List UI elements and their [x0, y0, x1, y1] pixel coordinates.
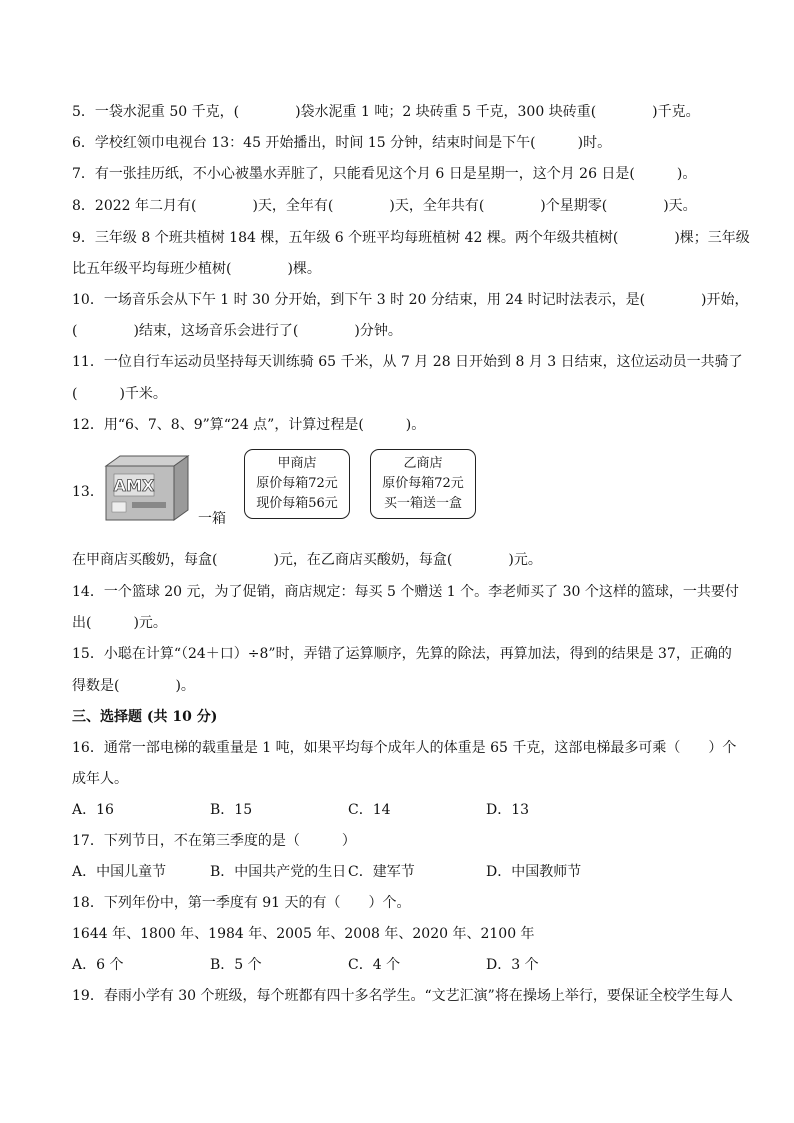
- shop-b-line2: 买一箱送一盒: [383, 496, 462, 511]
- question-10-line1: 10．一场音乐会从下午 1 时 30 分开始，到下午 3 时 20 分结束，用 24 时记时法表示，是( )开始，: [72, 292, 749, 308]
- shop-a-box: [244, 449, 350, 519]
- question-14-line2: 出( )元。: [72, 615, 167, 631]
- q17-option-b: B．中国共产党的生日: [210, 864, 347, 880]
- shop-a-line1: 原价每箱72元: [256, 476, 338, 491]
- question-7: 7．有一张挂历纸，不小心被墨水弄脏了，只能看见这个月 6 日是星期一，这个月 26 日是( )。: [72, 166, 697, 182]
- q16-option-b: B．15: [210, 802, 253, 818]
- question-13-number: 13．: [72, 484, 104, 500]
- shop-b-line1: 原价每箱72元: [382, 476, 464, 491]
- question-10-line2: ( )结束，这场音乐会进行了( )分钟。: [72, 323, 402, 339]
- q17-option-c: C．建军节: [348, 864, 415, 880]
- question-9-line1: 9．三年级 8 个班共植树 184 棵，五年级 6 个班平均每班植树 42 棵。两个年级共植树( )棵；三年级: [72, 230, 750, 246]
- shop-a-line2: 现价每箱56元: [256, 496, 338, 511]
- yogurt-box-icon: [100, 452, 192, 524]
- question-18-years: 1644 年、1800 年、1984 年、2005 年、2008 年、2020 年、2100 年: [72, 926, 535, 942]
- q17-option-a: A．中国儿童节: [72, 864, 167, 880]
- question-13-unit: 一箱: [198, 511, 226, 527]
- shop-b-box: [370, 449, 476, 519]
- question-8: 8．2022 年二月有( )天，全年有( )天，全年共有( )个星期零( )天。: [72, 198, 697, 214]
- question-13-text: 在甲商店买酸奶，每盒( )元，在乙商店买酸奶，每盒( )元。: [72, 552, 542, 568]
- q18-option-c: C．4 个: [348, 957, 401, 973]
- q18-option-b: B．5 个: [210, 957, 262, 973]
- q18-option-d: D．3 个: [486, 957, 539, 973]
- product-brand: AMX: [113, 476, 155, 495]
- question-11-line2: ( )千米。: [72, 386, 167, 402]
- question-18: 18．下列年份中，第一季度有 91 天的有（ ）个。: [72, 895, 411, 911]
- q18-option-a: A．6 个: [72, 957, 124, 973]
- q16-option-d: D．13: [486, 802, 530, 818]
- question-11-line1: 11．一位自行车运动员坚持每天训练骑 65 千米，从 7 月 28 日开始到 8 月 3 日结束，这位运动员一共骑了: [72, 354, 743, 370]
- question-6: 6．学校红领巾电视台 13：45 开始播出，时间 15 分钟，结束时间是下午( )时。: [72, 135, 612, 151]
- question-12: 12．用“6、7、8、9”算“24 点”，计算过程是( )。: [72, 417, 426, 433]
- question-9-line2: 比五年级平均每班少植树( )棵。: [72, 261, 321, 277]
- q17-option-d: D．中国教师节: [486, 864, 582, 880]
- shop-a-name: 甲商店: [277, 456, 317, 471]
- question-15-line1: 15．小聪在计算“（24＋口）÷8”时，弄错了运算顺序，先算的除法，再算加法，得到的结果是 37，正确的: [72, 646, 732, 662]
- q16-option-c: C．14: [348, 802, 391, 818]
- question-16-line2: 成年人。: [72, 771, 128, 787]
- section-3-title: 三、选择题 (共 10 分): [72, 709, 218, 725]
- q16-option-a: A．16: [72, 802, 114, 818]
- shop-b-name: 乙商店: [403, 456, 443, 471]
- question-15-line2: 得数是( )。: [72, 678, 195, 694]
- question-16-line1: 16．通常一部电梯的载重量是 1 吨，如果平均每个成年人的体重是 65 千克，这部电梯最多可乘（ ）个: [72, 740, 737, 756]
- question-19-line1: 19．春雨小学有 30 个班级，每个班都有四十多名学生。“文艺汇演”将在操场上举行，要保证全校学生每人: [72, 988, 733, 1004]
- question-5: 5．一袋水泥重 50 千克，( )袋水泥重 1 吨；2 块砖重 5 千克，300 块砖重( )千克。: [72, 104, 700, 120]
- question-14-line1: 14．一个篮球 20 元，为了促销，商店规定：每买 5 个赠送 1 个。李老师买了 30 个这样的篮球，一共要付: [72, 584, 739, 600]
- question-17: 17．下列节日，不在第三季度的是（ ）: [72, 833, 356, 849]
